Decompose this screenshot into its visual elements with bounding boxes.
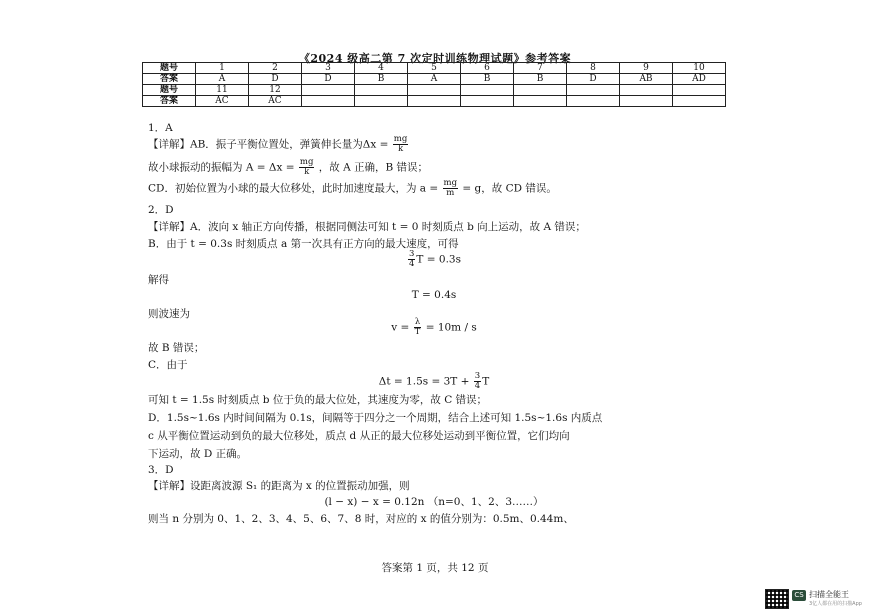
page-footer: 答案第 1 页，共 12 页	[381, 562, 489, 574]
scanner-logo-subtext: 3亿人都在用的扫描App	[809, 601, 862, 607]
table-cell	[302, 85, 355, 96]
fraction	[443, 179, 459, 198]
q1-line-3	[148, 179, 557, 198]
q3-equation-1: (l − x) − x = 0.12n （n=0、1、2、3……）	[324, 496, 544, 508]
table-cell: 3	[302, 63, 355, 74]
q1-line-1-text: AB．振子平衡位置处，弹簧伸长量为Δx =	[190, 138, 389, 151]
fraction-numerator: 3	[409, 249, 415, 259]
table-cell: D	[302, 74, 355, 85]
table-cell	[461, 85, 514, 96]
fraction-numerator: mg	[443, 178, 458, 188]
table-row	[143, 63, 726, 74]
table-cell: B	[514, 74, 567, 85]
fraction	[408, 250, 415, 269]
explain-tag: 【详解】	[148, 480, 190, 492]
table-cell: 8	[567, 63, 620, 74]
equation-text: Δt = 1.5s = 3T +	[378, 375, 470, 388]
q2-line-4: 则波速为	[148, 308, 190, 320]
fraction	[393, 135, 409, 154]
answer-table	[142, 62, 726, 107]
q1-line-2	[148, 158, 428, 177]
qr-code-icon	[765, 589, 789, 609]
table-cell	[567, 96, 620, 107]
explain-tag: 【详解】	[148, 221, 190, 233]
q2-header: 2．D	[148, 204, 174, 216]
q3-header: 3．D	[148, 464, 174, 476]
table-cell: AC	[249, 96, 302, 107]
q2-equation-4	[142, 372, 726, 391]
fraction	[414, 318, 422, 337]
table-cell: 1	[196, 63, 249, 74]
q3-line-1-text: 设距离波源 S₁ 的距离为 x 的位置振动加强，则	[190, 480, 410, 492]
table-cell: B	[355, 74, 408, 85]
table-cell: AC	[196, 96, 249, 107]
q2-line-6: C．由于	[148, 359, 188, 371]
page-title: 《2024 级高二第 7 次定时训练物理试题》参考答案	[298, 52, 572, 65]
q1-line-1	[148, 135, 409, 154]
table-head-cell: 题号	[143, 63, 196, 74]
table-cell	[620, 85, 673, 96]
fraction-denominator: k	[397, 144, 404, 154]
table-row	[143, 85, 726, 96]
table-cell	[302, 96, 355, 107]
table-cell	[567, 85, 620, 96]
table-cell	[673, 96, 726, 107]
table-cell	[408, 96, 461, 107]
q1-line-3-pre: CD．初始位置为小球的最大位移处，此时加速度最大，为 a =	[148, 182, 439, 195]
table-cell	[355, 85, 408, 96]
q2-equation-3	[142, 318, 726, 337]
table-cell	[620, 96, 673, 107]
fraction-denominator: 4	[474, 381, 481, 391]
table-cell: 5	[408, 63, 461, 74]
q1-line-2-pre: 故小球振动的振幅为 A = Δx =	[148, 161, 295, 174]
equation-text: T = 0.3s	[416, 253, 461, 266]
q1-line-2-post: ，故 A 正确，B 错误；	[318, 161, 429, 174]
table-cell: 4	[355, 63, 408, 74]
q2-line-5: 故 B 错误；	[148, 342, 205, 354]
table-cell: 6	[461, 63, 514, 74]
table-cell: 10	[673, 63, 726, 74]
explain-tag: 【详解】	[148, 138, 190, 151]
equation-text: v =	[391, 321, 410, 334]
fraction-denominator: k	[304, 167, 310, 177]
fraction	[299, 158, 315, 177]
q2-line-1	[148, 219, 586, 234]
q3-line-1	[148, 478, 410, 493]
table-cell	[673, 85, 726, 96]
fraction-denominator: m	[446, 188, 455, 198]
table-cell: 2	[249, 63, 302, 74]
table-cell	[355, 96, 408, 107]
scanner-logo-text: 扫描全能王	[809, 590, 849, 599]
q2-line-1-text: A．波向 x 轴正方向传播，根据同侧法可知 t = 0 时刻质点 b 向上运动，故 A 错误；	[190, 221, 586, 233]
fraction-numerator: 3	[474, 371, 481, 381]
equation-text: = 10m / s	[425, 321, 477, 334]
q2-line-7: 可知 t = 1.5s 时刻质点 b 位于负的最大位处，其速度为零，故 C 错误；	[148, 394, 488, 406]
table-cell	[514, 96, 567, 107]
q2-line-3: 解得	[148, 274, 169, 286]
fraction-denominator: T	[414, 327, 421, 337]
table-cell: A	[196, 74, 249, 85]
table-row	[143, 96, 726, 107]
q1-header: 1．A	[148, 122, 173, 134]
table-row	[143, 74, 726, 85]
table-cell: 9	[620, 63, 673, 74]
table-cell: 7	[514, 63, 567, 74]
table-head-cell: 题号	[143, 85, 196, 96]
table-cell: B	[461, 74, 514, 85]
table-cell: 11	[196, 85, 249, 96]
table-cell: A	[408, 74, 461, 85]
q3-line-2: 则当 n 分别为 0、1、2、3、4、5、6、7、8 时，对应的 x 的值分别为：0.5m、0.44m、	[148, 513, 574, 525]
table-head-cell: 答案	[143, 74, 196, 85]
fraction-denominator: 4	[409, 259, 415, 269]
fraction-numerator: λ	[414, 317, 421, 327]
q2-line-8: D．1.5s~1.6s 内时间间隔为 0.1s，间隔等于四分之一个周期，结合上述可知 1.5s~1.6s 内质点	[148, 412, 603, 424]
table-cell: AD	[673, 74, 726, 85]
table-cell	[514, 85, 567, 96]
table-cell: D	[567, 74, 620, 85]
fraction-numerator: mg	[393, 134, 408, 144]
table-cell	[408, 85, 461, 96]
table-cell: 12	[249, 85, 302, 96]
table-cell: AB	[620, 74, 673, 85]
fraction-numerator: mg	[299, 157, 314, 167]
table-head-cell: 答案	[143, 96, 196, 107]
q2-equation-2: T = 0.4s	[411, 289, 457, 301]
table-cell	[461, 96, 514, 107]
scanner-logo-icon: CS	[792, 590, 806, 601]
q2-equation-1	[142, 250, 726, 269]
q1-line-3-post: = g，故 CD 错误。	[462, 182, 557, 195]
q2-line-9: c 从平衡位置运动到负的最大位移处，质点 d 从正的最大位移处运动到平衡位置，它们均向	[148, 430, 570, 442]
fraction	[474, 372, 481, 391]
table-cell: D	[249, 74, 302, 85]
q2-line-10: 下运动，故 D 正确。	[148, 448, 248, 460]
equation-text: T	[482, 375, 490, 388]
q2-line-2: B．由于 t = 0.3s 时刻质点 a 第一次具有正方向的最大速度，可得	[148, 238, 459, 250]
